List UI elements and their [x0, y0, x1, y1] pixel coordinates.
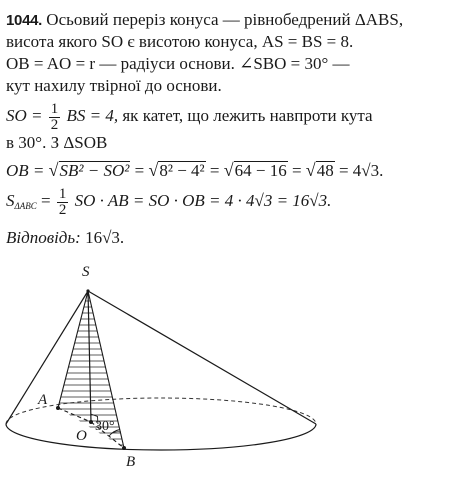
problem-line-2	[6, 32, 353, 52]
angle-line	[6, 133, 107, 153]
problem-text-1: Осьовий переріз конуса — рівнобедрений ΔABS,	[46, 10, 404, 29]
angle-label-30: 30°	[95, 419, 115, 434]
base-ellipse-back	[6, 398, 316, 424]
area-subscript: ΔABC	[14, 201, 37, 211]
answer-line	[6, 228, 124, 248]
ob-eq-4: =	[291, 161, 302, 180]
cone-diagram	[0, 262, 461, 503]
ob-result: = 4√3.	[338, 161, 384, 180]
label-S: S	[82, 264, 90, 280]
sqrt-sign-2: √	[148, 160, 159, 180]
problem-text-4: кут нахилу твірної до основи.	[6, 76, 222, 95]
so-frac-num: 1	[50, 100, 59, 117]
label-B: B	[126, 454, 136, 470]
ob-eq-3: =	[209, 161, 220, 180]
sqrt-sign-4: √	[305, 160, 316, 180]
angle-text: в 30°. З ΔSOB	[6, 133, 108, 152]
label-A: A	[38, 392, 48, 408]
point-S	[86, 289, 89, 292]
so-rhs: BS = 4,	[66, 106, 119, 125]
so-frac-den: 2	[50, 116, 59, 133]
problem-text-2: висота якого SO є висотою конуса, AS = BS = 8.	[6, 32, 354, 51]
base-ellipse-front	[6, 424, 316, 450]
problem-text-3: OB = AO = r — радіуси основи. ∠SBO = 30° —	[6, 54, 350, 73]
ob-eq-2: =	[134, 161, 145, 180]
cone-right-generator	[88, 291, 316, 424]
problem-line-1	[6, 10, 403, 31]
sqrt-sign-3: √	[223, 160, 234, 180]
so-lhs: SO =	[6, 106, 43, 125]
ob-equation-line	[6, 157, 383, 184]
problem-line-4	[6, 76, 222, 96]
area-lhs: S	[6, 191, 15, 210]
answer-value: 16√3.	[85, 228, 125, 247]
area-frac-num: 1	[58, 185, 67, 202]
answer-label: Відповідь:	[6, 228, 81, 247]
ob-radicand-2: 8² − 4²	[159, 161, 205, 180]
ob-lhs: OB =	[6, 161, 45, 180]
problem-number: 1044.	[6, 12, 43, 29]
area-rhs: SO · AB = SO · OB = 4 · 4√3 = 16√3.	[74, 191, 332, 210]
ob-radicand-1: SB² − SO²	[59, 161, 130, 180]
sqrt-sign-1: √	[48, 160, 59, 180]
so-fraction	[49, 102, 61, 133]
point-A	[56, 406, 60, 410]
ob-radicand-4: 48	[316, 161, 334, 180]
area-eq: =	[41, 191, 51, 210]
problem-line-3	[6, 54, 350, 74]
point-O	[89, 420, 93, 424]
so-equation-line	[6, 99, 373, 133]
point-B	[122, 446, 126, 450]
so-explanation: як катет, що лежить навпроти кута	[122, 106, 373, 125]
ob-radicand-3: 64 − 16	[234, 161, 287, 180]
label-O: O	[76, 428, 87, 444]
area-fraction	[57, 187, 69, 218]
area-equation-line	[6, 184, 331, 218]
area-frac-den: 2	[58, 201, 67, 218]
